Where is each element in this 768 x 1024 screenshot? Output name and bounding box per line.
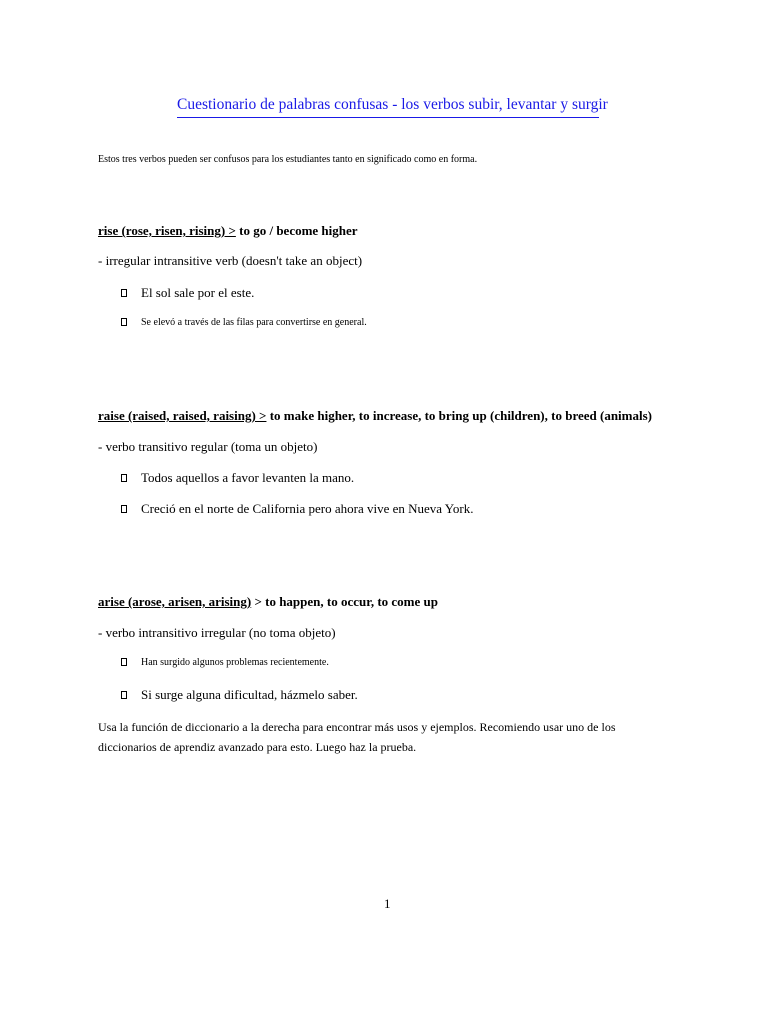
closing-paragraph: Usa la función de diccionario a la derecha para encontrar más usos y ejemplos. Recomiendo usar uno de los diccionarios de aprendiz avanzado para esto. Luego haz la prueba. xyxy=(98,720,616,754)
section-description-arise: - verbo intransitivo irregular (no toma objeto) xyxy=(98,625,336,640)
example-text: Si surge alguna dificultad, házmelo saber. xyxy=(141,687,358,702)
example-item xyxy=(121,500,473,518)
bullet-box-icon xyxy=(121,691,127,699)
bullet-box-icon xyxy=(121,318,127,326)
example-item xyxy=(121,284,254,302)
example-item xyxy=(121,686,358,704)
example-item xyxy=(121,656,329,670)
section-heading-arise xyxy=(98,593,438,611)
bullet-box-icon xyxy=(121,505,127,513)
heading-verb-forms: raise (raised, raised, raising) > xyxy=(98,408,267,423)
heading-meaning: to go / become higher xyxy=(235,223,358,238)
heading-verb-forms: arise (arose, arisen, arising) xyxy=(98,594,252,609)
example-text: Todos aquellos a favor levanten la mano. xyxy=(141,470,355,485)
page-title[interactable]: Cuestionario de palabras confusas - los verbos subir, levantar y surgir xyxy=(177,96,608,113)
heading-verb-forms: rise (rose, risen, rising) > xyxy=(98,223,236,238)
example-item xyxy=(121,316,367,330)
heading-meaning: > to happen, to occur, to come up xyxy=(251,594,438,609)
page-number: 1 xyxy=(384,896,391,911)
example-text: El sol sale por el este. xyxy=(141,285,255,300)
heading-meaning: to make higher, to increase, to bring up (children), to breed (animals) xyxy=(266,408,652,423)
bullet-box-icon xyxy=(121,474,127,482)
bullet-box-icon xyxy=(121,658,127,666)
example-text: Se elevó a través de las filas para convertirse en general. xyxy=(141,317,367,328)
section-heading-raise xyxy=(98,407,652,425)
title-underline xyxy=(177,117,599,118)
example-item xyxy=(121,469,354,487)
section-heading-rise xyxy=(98,222,358,240)
example-text: Han surgido algunos problemas recientemente. xyxy=(141,657,329,668)
example-text: Creció en el norte de California pero ahora vive en Nueva York. xyxy=(141,501,474,516)
section-description-rise: - irregular intransitive verb (doesn't take an object) xyxy=(98,253,363,268)
bullet-box-icon xyxy=(121,289,127,297)
intro-paragraph: Estos tres verbos pueden ser confusos para los estudiantes tanto en significado como en forma. xyxy=(98,154,478,165)
section-description-raise: - verbo transitivo regular (toma un objeto) xyxy=(98,439,318,454)
